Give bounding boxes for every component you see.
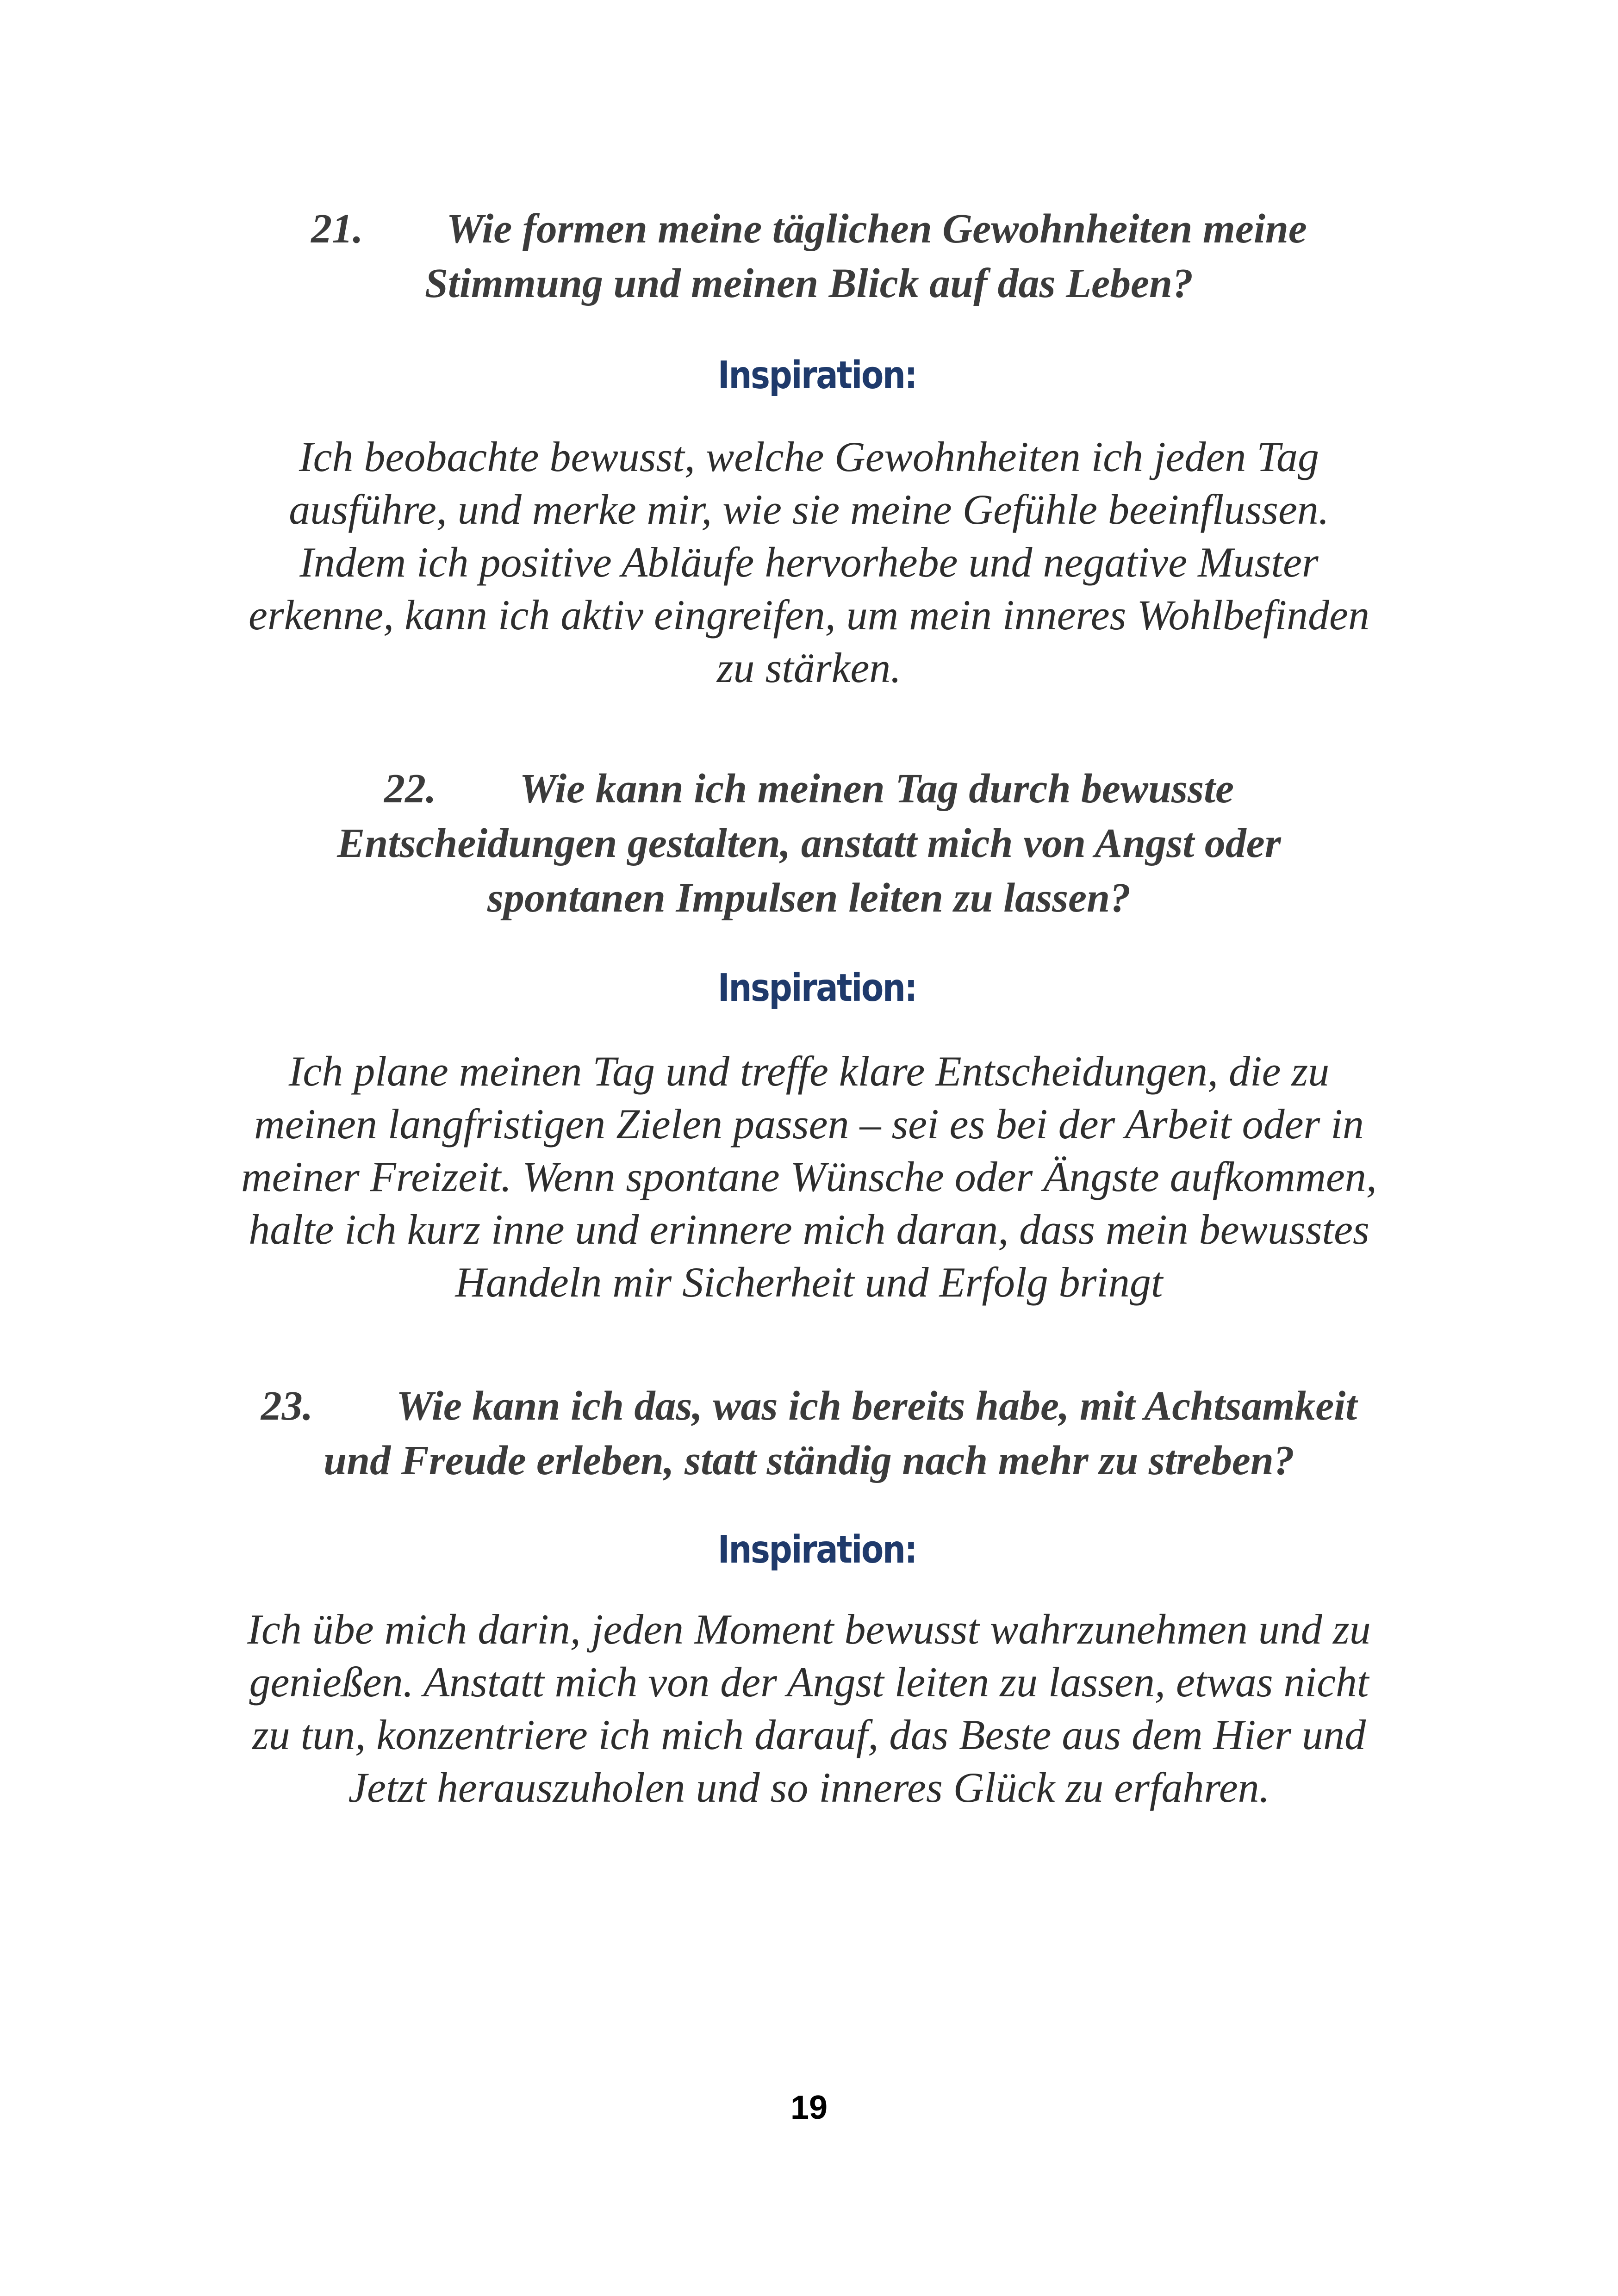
question-line: Stimmung und meinen Blick auf das Leben? bbox=[424, 261, 1194, 306]
answer-line: halte ich kurz inne und erinnere mich daran, dass mein bewusstes bbox=[249, 1206, 1369, 1253]
question-line: spontanen Impulsen leiten zu lassen? bbox=[487, 875, 1131, 921]
answer-22 bbox=[0, 1045, 1618, 1309]
answer-line: Ich plane meinen Tag und treffe klare Entscheidungen, die zu bbox=[288, 1048, 1330, 1095]
question-text bbox=[0, 1379, 1618, 1488]
question-23 bbox=[0, 1379, 1618, 1488]
question-21 bbox=[0, 202, 1618, 311]
answer-line: genießen. Anstatt mich von der Angst leiten zu lassen, etwas nicht bbox=[249, 1658, 1369, 1706]
answer-line: meiner Freizeit. Wenn spontane Wünsche oder Ängste aufkommen, bbox=[241, 1153, 1377, 1200]
question-number: 22. bbox=[384, 766, 436, 812]
answer-line: Jetzt herauszuholen und so inneres Glück zu erfahren. bbox=[348, 1764, 1270, 1811]
answer-21 bbox=[0, 430, 1618, 694]
answer-line: Handeln mir Sicherheit und Erfolg bringt bbox=[455, 1259, 1163, 1306]
answer-line: erkenne, kann ich aktiv eingreifen, um mein inneres Wohlbefinden bbox=[249, 591, 1369, 639]
question-number: 23. bbox=[261, 1383, 313, 1429]
inspiration-label: Inspiration: bbox=[717, 966, 916, 1010]
question-line: Wie kann ich meinen Tag durch bewusste bbox=[519, 766, 1234, 812]
question-line: Wie kann ich das, was ich bereits habe, mit Achtsamkeit bbox=[396, 1383, 1357, 1429]
question-line: Entscheidungen gestalten, anstatt mich von Angst oder bbox=[337, 820, 1281, 866]
answer-line: zu stärken. bbox=[716, 644, 902, 691]
answer-line: Ich übe mich darin, jeden Moment bewusst wahrzunehmen und zu bbox=[247, 1606, 1371, 1653]
inspiration-label: Inspiration: bbox=[717, 354, 916, 397]
answer-text bbox=[0, 1603, 1618, 1814]
question-22 bbox=[0, 762, 1618, 925]
inspiration-label: Inspiration: bbox=[717, 1528, 916, 1572]
answer-line: ausführe, und merke mir, wie sie meine Gefühle beeinflussen. bbox=[289, 486, 1329, 533]
question-line: Wie formen meine täglichen Gewohnheiten meine bbox=[446, 206, 1307, 252]
answer-23 bbox=[0, 1603, 1618, 1814]
answer-line: Indem ich positive Abläufe hervorhebe und negative Muster bbox=[299, 539, 1319, 586]
question-text bbox=[0, 202, 1618, 311]
question-text bbox=[0, 762, 1618, 925]
answer-line: meinen langfristigen Zielen passen – sei es bei der Arbeit oder in bbox=[254, 1100, 1364, 1148]
answer-line: Ich beobachte bewusst, welche Gewohnheiten ich jeden Tag bbox=[299, 433, 1319, 480]
answer-text bbox=[0, 430, 1618, 694]
question-number: 21. bbox=[311, 206, 363, 252]
page-number: 19 bbox=[790, 2089, 828, 2126]
question-line: und Freude erleben, statt ständig nach mehr zu streben? bbox=[324, 1438, 1294, 1483]
answer-line: zu tun, konzentriere ich mich darauf, das Beste aus dem Hier und bbox=[252, 1711, 1366, 1758]
answer-text bbox=[0, 1045, 1618, 1309]
